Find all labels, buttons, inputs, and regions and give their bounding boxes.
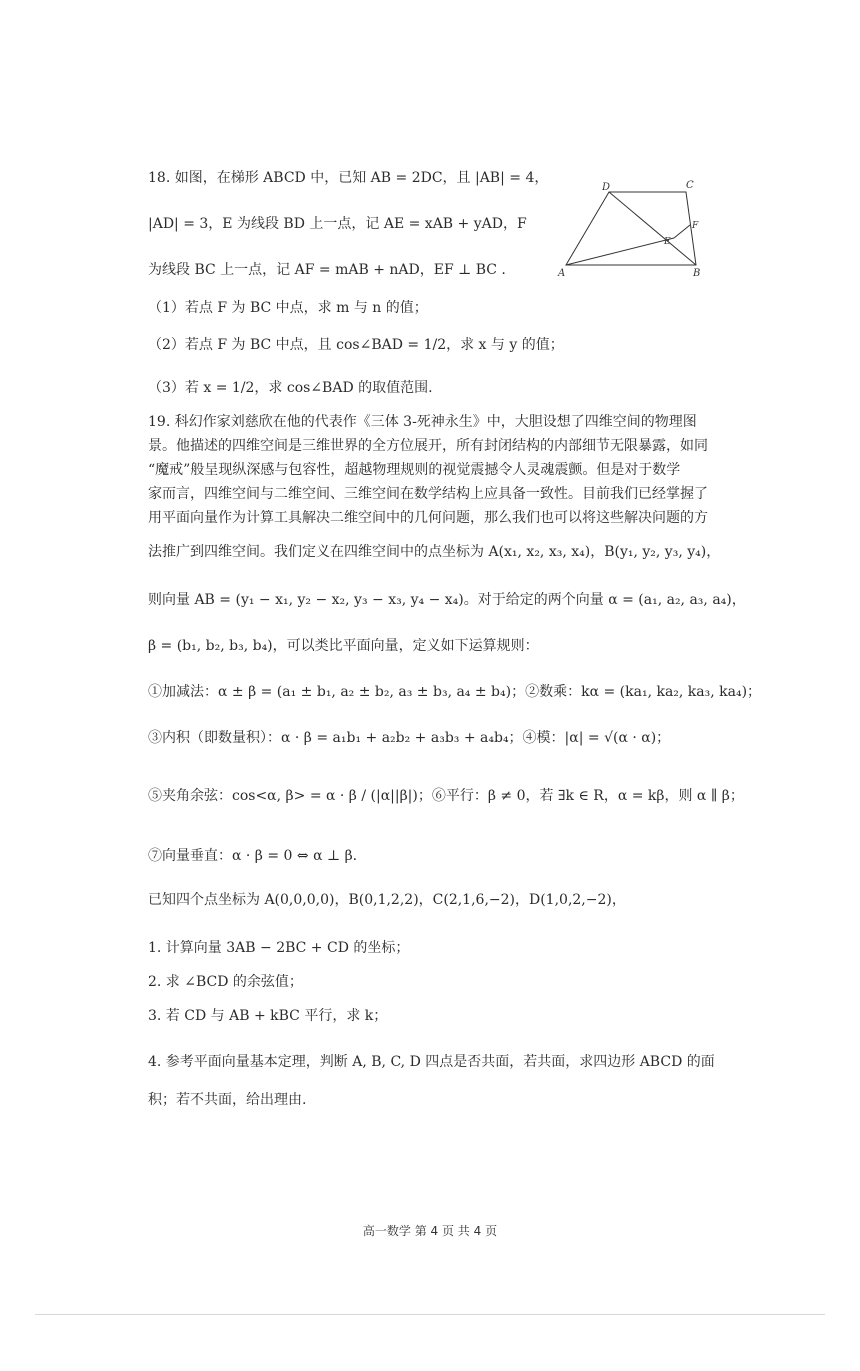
q18-line1: 18. 如图，在梯形 ABCD 中，已知 AB = 2DC，且 |AB| = 4， (148, 170, 549, 186)
label-F: F (692, 221, 699, 231)
q18-line3: 为线段 BC 上一点，记 AF = mAB + nAD，EF ⊥ BC . (148, 262, 506, 278)
trapezoid-figure (556, 180, 706, 280)
q19-task-2: 2. 求 ∠BCD 的余弦值； (148, 974, 303, 990)
label-D: D (602, 182, 611, 193)
q19-task-4b: 积；若不共面，给出理由. (148, 1092, 307, 1108)
q19-para-5: 用平面向量作为计算工具解决二维空间中的几何问题，那么我们也可以将这些解决问题的方 (148, 510, 708, 526)
q19-para-6: 法推广到四维空间。我们定义在四维空间中的点坐标为 A(x₁, x₂, x₃, x₄)，B(y₁, y₂, y₃, y₄)， (148, 544, 721, 560)
q19-task-4a: 4. 参考平面向量基本定理，判断 A, B, C, D 四点是否共面，若共面，求四边形 ABCD 的面 (148, 1054, 715, 1070)
label-E: E (664, 237, 671, 247)
q19-task-3: 3. 若 CD 与 AB + kBC 平行，求 k； (148, 1008, 388, 1024)
q19-para-1: 19. 科幻作家刘慈欣在他的代表作《三体 3-死神永生》中，大胆设想了四维空间的物理图 (148, 414, 697, 430)
label-C: C (686, 180, 694, 191)
q19-para-7: 则向量 AB = (y₁ − x₁, y₂ − x₂, y₃ − x₃, y₄ − x₄)。对于给定的两个向量 α = (a₁, a₂, a₃, a₄)， (148, 592, 746, 608)
label-A: A (558, 268, 566, 279)
q19-rule-4: ⑦向量垂直：α · β = 0 ⇔ α ⊥ β. (148, 848, 358, 864)
q19-rule-2: ③内积（即数量积）：α · β = a₁b₁ + a₂b₂ + a₃b₃ + a₄b₄；④模：|α| = √(α · α)； (148, 730, 671, 746)
q19-para-2: 景。他描述的四维空间是三维世界的全方位展开，所有封闭结构的内部细节无限暴露，如同 (148, 438, 708, 454)
q19-task-1: 1. 计算向量 3AB − 2BC + CD 的坐标； (148, 940, 410, 956)
bottom-divider (35, 1314, 825, 1315)
q19-points: 已知四个点坐标为 A(0,0,0,0)，B(0,1,2,2)，C(2,1,6,−2)，D(1,0,2,−2)， (148, 892, 626, 908)
q19-rule-3: ⑤夹角余弦：cos<α, β> = α · β / (|α||β|)；⑥平行：β ≠ 0，若 ∃k ∈ R，α = kβ，则 α ∥ β； (148, 788, 744, 804)
q19-rule-1: ①加减法：α ± β = (a₁ ± b₁, a₂ ± b₂, a₃ ± b₃, a₄ ± b₄)；②数乘：kα = (ka₁, ka₂, ka₃, ka₄)； (148, 684, 762, 700)
page-footer: 高一数学 第 4 页 共 4 页 (362, 1224, 498, 1238)
q18-sub3: （3）若 x = 1/2，求 cos∠BAD 的取值范围. (148, 380, 433, 396)
q18-sub1: （1）若点 F 为 BC 中点，求 m 与 n 的值； (148, 300, 428, 316)
q18-sub2: （2）若点 F 为 BC 中点，且 cos∠BAD = 1/2，求 x 与 y 的值； (148, 337, 564, 353)
q19-para-3: “魔戒”般呈现纵深感与包容性，超越物理规则的视觉震撼令人灵魂震颤。但是对于数学 (148, 462, 681, 478)
q19-para-4: 家而言，四维空间与二维空间、三维空间在数学结构上应具备一致性。目前我们已经掌握了 (148, 486, 708, 502)
q18-line2: |AD| = 3，E 为线段 BD 上一点，记 AE = xAB + yAD，F (148, 216, 527, 232)
q19-para-8: β = (b₁, b₂, b₃, b₄)，可以类比平面向量，定义如下运算规则： (148, 638, 539, 654)
label-B: B (693, 268, 701, 279)
